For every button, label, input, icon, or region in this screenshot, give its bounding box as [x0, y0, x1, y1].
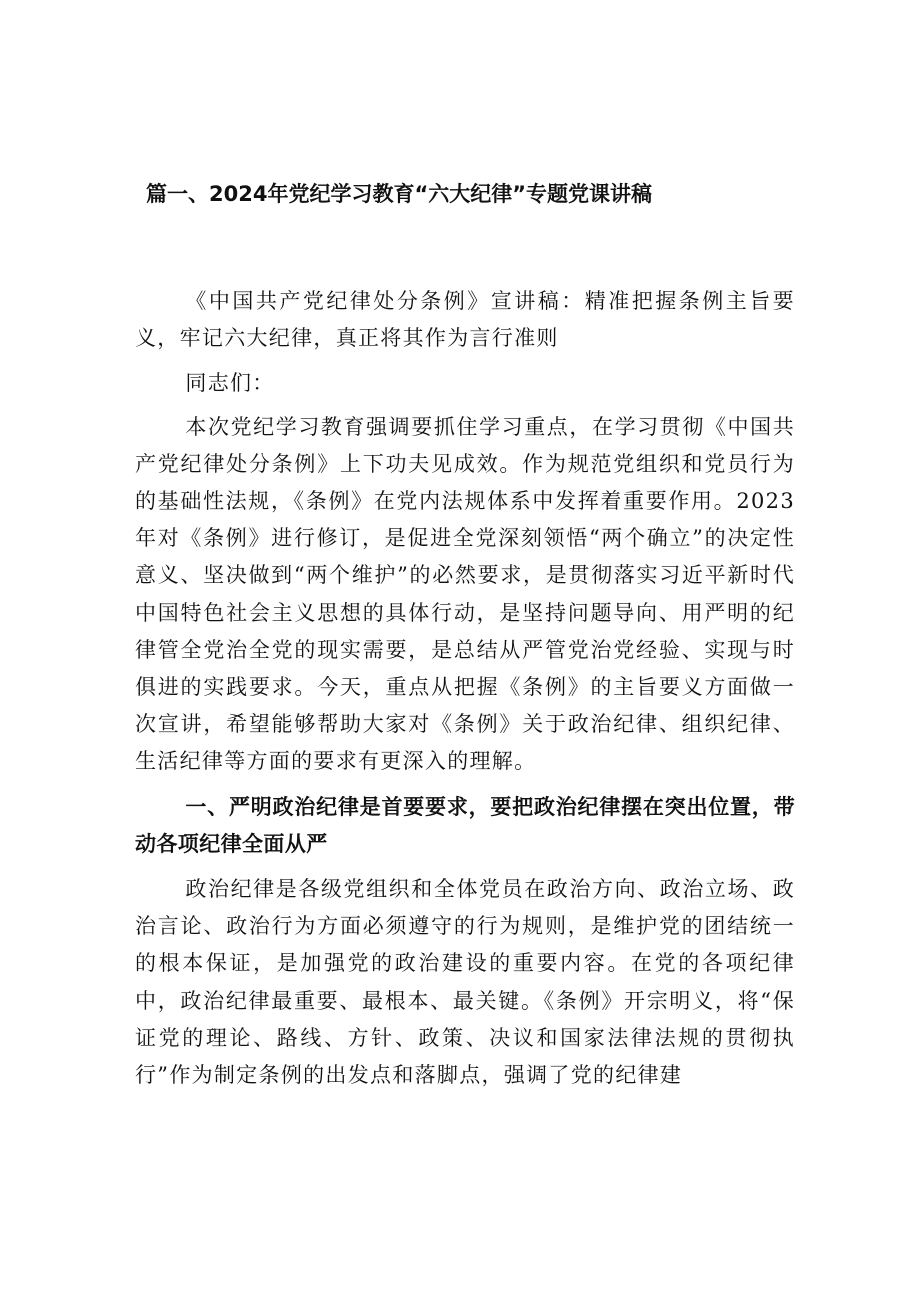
intro-paragraph: 本次党纪学习教育强调要抓住学习重点，在学习贯彻《中国共产党纪律处分条例》上下功夫见成效。作为规范党组织和党员行为的基础性法规，《条例》在党内法规体系中发挥着重要作用。2023年对《条例》进行修订，是促进全党深刻领悟“两个确立”的决定性意义、坚决做到“两个维护”的必然要求，是贯彻落实习近平新时代中国特色社会主义思想的具体行动，是坚持问题导向、用严明的纪律管全党治全党的现实需要，是总结从严管党治党经验、实现与时俱进的实践要求。今天，重点从把握《条例》的主旨要义方面做一次宣讲，希望能够帮助大家对《条例》关于政治纪律、组织纪律、生活纪律等方面的要求有更深入的理解。	[135, 414, 795, 774]
document-body	[135, 283, 795, 1102]
greeting: 同志们：	[185, 371, 275, 396]
section-heading: 一、严明政治纪律是首要要求，要把政治纪律摆在突出位置，带动各项纪律全面从严	[135, 794, 795, 856]
section-paragraph: 政治纪律是各级党组织和全体党员在政治方向、政治立场、政治言论、政治行为方面必须遵守的行为规则，是维护党的团结统一的根本保证，是加强党的政治建设的重要内容。在党的各项纪律中，政治纪律最重要、最根本、最关键。《条例》开宗明义，将“保证党的理论、路线、方针、政策、决议和国家法律法规的贯彻执行”作为制定条例的出发点和落脚点，强调了党的纪律建	[135, 877, 795, 1088]
document-title: 篇一、2024年党纪学习教育“六大纪律”专题党课讲稿	[146, 182, 653, 206]
speech-subtitle: 《中国共产党纪律处分条例》宣讲稿：精准把握条例主旨要义，牢记六大纪律，真正将其作为言行准则	[135, 289, 795, 351]
